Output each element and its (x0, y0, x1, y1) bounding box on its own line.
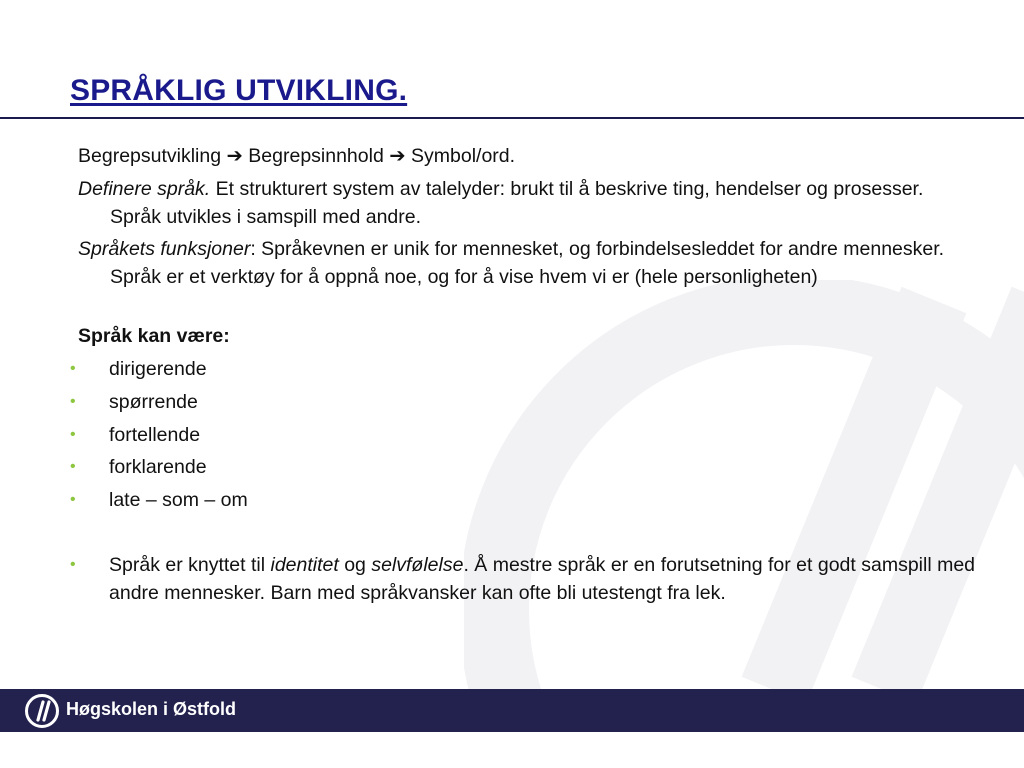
definition-text: Et strukturert system av talelyder: brukt til å beskrive ting, hendelser og prosesser. Språk utvikles i samspill med andre. (110, 178, 924, 228)
list-item: • forklarende (70, 453, 979, 481)
list-item: • spørrende (70, 388, 979, 416)
list-item: • late – som – om (70, 486, 979, 514)
identity-paragraph: • Språk er knyttet til identitet og selvfølelse. Å mestre språk er en forutsetning for et godt samspill med andre mennesker. Barn med språkvansker kan ofte bli utestengt fra lek. (70, 551, 979, 607)
definition-label: Definere språk. (78, 178, 211, 200)
footer-bar (0, 689, 1024, 732)
list-item: • fortellende (70, 421, 979, 449)
institution-name: Høgskolen i Østfold (66, 699, 237, 719)
arrow-icon: ➔ (389, 145, 406, 167)
arrow-icon: ➔ (226, 145, 243, 167)
bullet-icon: • (70, 491, 76, 508)
chain-item-2: Begrepsinnhold (248, 145, 384, 167)
functions-paragraph (78, 235, 970, 291)
bullet-icon: • (70, 458, 76, 475)
bottom-margin (0, 732, 1024, 768)
chain-item-1: Begrepsutvikling (78, 145, 222, 167)
bullet-icon: • (70, 426, 76, 443)
bullet-icon: • (70, 556, 76, 573)
chain-item-3: Symbol/ord. (411, 145, 516, 167)
bullet-icon: • (70, 360, 76, 377)
hiof-logo-icon (24, 693, 60, 734)
functions-label: Språkets funksjoner (78, 238, 251, 260)
slide-title: SPRÅKLIG UTVIKLING. (70, 74, 408, 107)
concept-chain (78, 142, 970, 170)
functions-text: : Språkevnen er unik for mennesket, og forbindelsesleddet for andre mennesker. Språk er et verktøy for å oppnå noe, og for å vise hvem vi er (hele personligheten) (110, 238, 945, 288)
title-divider (0, 117, 1024, 119)
list-item: • dirigerende (70, 355, 979, 383)
bullet-icon: • (70, 393, 76, 410)
definition-paragraph (78, 175, 970, 231)
can-be-heading: Språk kan være: (78, 325, 230, 347)
